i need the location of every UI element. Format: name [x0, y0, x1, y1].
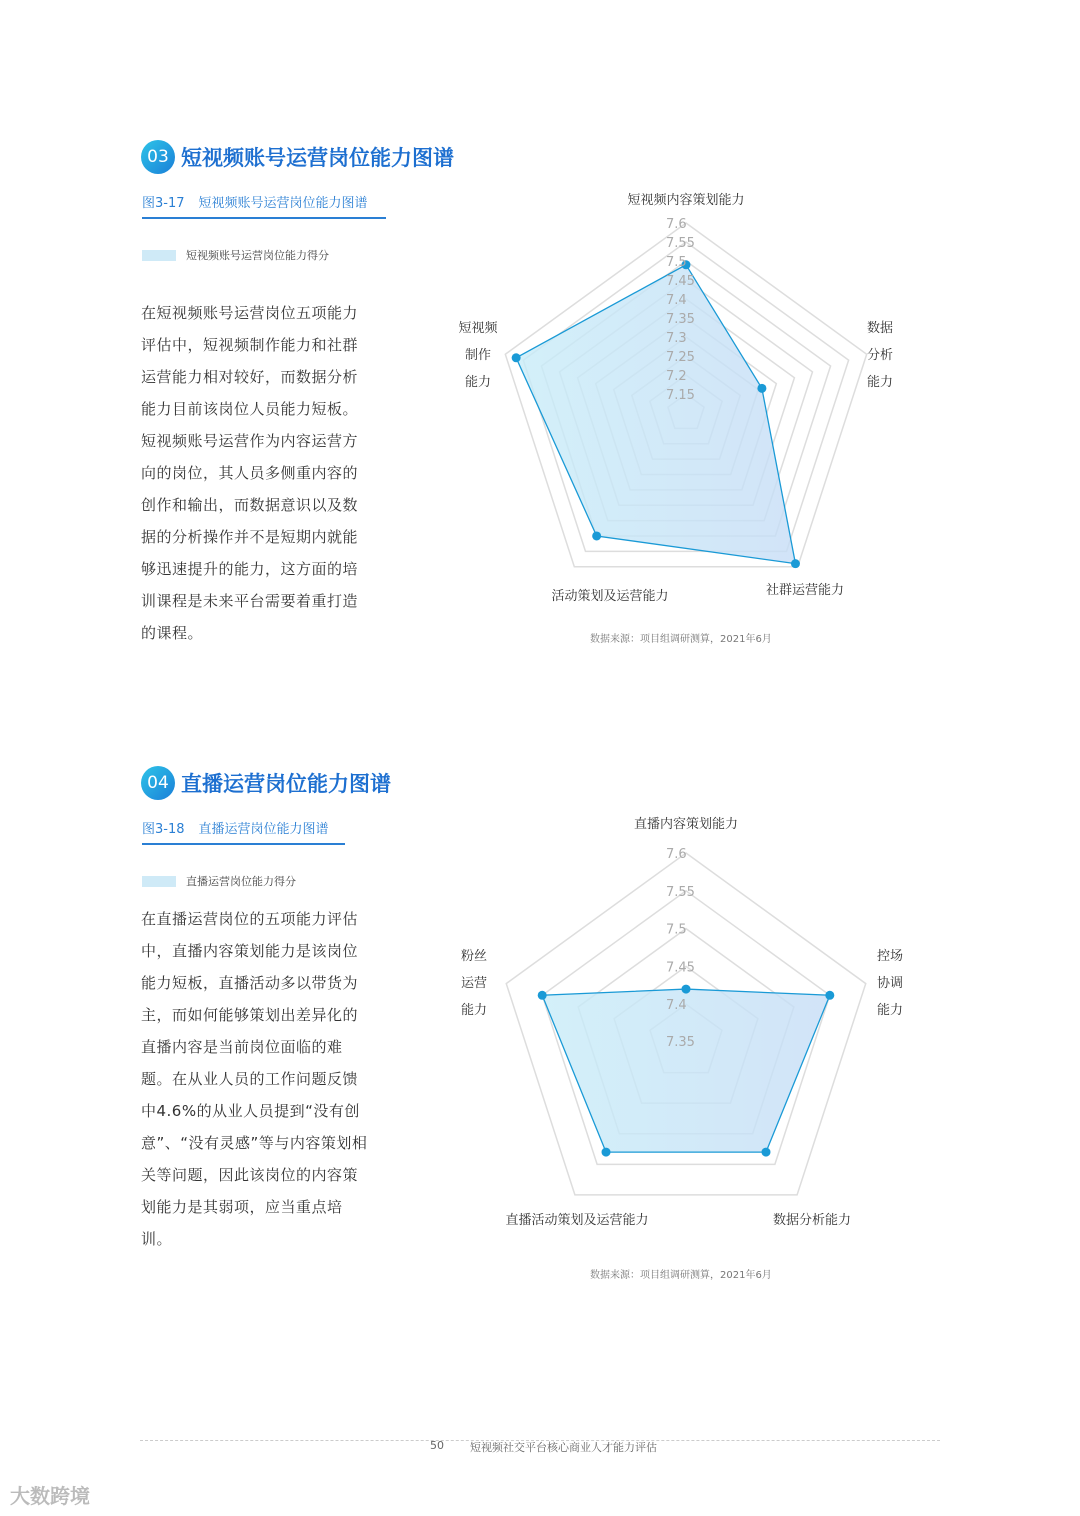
axis-label: 协调: [876, 976, 904, 991]
figure-caption: [142, 818, 345, 845]
axis-label: 分析: [866, 348, 894, 363]
section-title: 短视频账号运营岗位能力图谱: [181, 146, 454, 170]
tick-label: 7.35: [666, 1035, 695, 1050]
tick-label: 7.3: [666, 331, 687, 346]
body-text: 在直播运营岗位的五项能力评估中，直播内容策划能力是该岗位能力短板，直播活动多以带货为主，而如何能够策划出差异化的直播内容是当前岗位面临的难题。在从业人员的工作问题反馈中4.6%的从业人员提到“没有创意”、“没有灵感”等与内容策划相关等问题，因此该岗位的内容策划能力是其弱项，应当重点培训。: [141, 910, 368, 1248]
section-header-04: [141, 766, 391, 800]
axis-label: 运营: [460, 976, 488, 991]
tick-label: 7.35: [666, 312, 695, 327]
axis-label: 短视频内容策划能力: [627, 193, 745, 208]
data-point: [512, 353, 521, 362]
axis-label: 控场: [876, 949, 904, 964]
tick-label: 7.45: [666, 274, 695, 289]
data-source: 数据来源：项目组调研测算，2021年6月: [590, 1270, 772, 1281]
axis-label: 能力: [460, 1003, 488, 1018]
axis-label: 活动策划及运营能力: [551, 589, 669, 604]
axis-label: 制作: [464, 348, 492, 363]
axis-label: 数据: [866, 321, 894, 336]
tick-label: 7.55: [666, 236, 695, 251]
section-number-badge: 04: [141, 766, 175, 800]
axis-label: 能力: [876, 1003, 904, 1018]
tick-label: 7.55: [666, 884, 695, 900]
chart-legend: [142, 247, 329, 263]
data-point: [791, 559, 800, 568]
axis-label: 社群运营能力: [765, 583, 845, 598]
axis-label: 能力: [866, 375, 894, 390]
data-point: [538, 991, 547, 1000]
tick-label: 7.5: [666, 255, 687, 270]
figure-title: 直播运营岗位能力图谱: [198, 822, 329, 837]
legend-swatch: [142, 250, 176, 261]
tick-label: 7.6: [666, 217, 687, 232]
watermark-logo: 大数跨境: [10, 1484, 90, 1508]
legend-label: 短视频账号运营岗位能力得分: [186, 249, 329, 262]
data-point: [761, 1148, 770, 1157]
section-title: 直播运营岗位能力图谱: [181, 772, 391, 796]
figure-number: 图3-17: [142, 196, 185, 211]
data-source: 数据来源：项目组调研测算，2021年6月: [590, 634, 772, 645]
axis-label: 短视频: [458, 321, 498, 336]
section-header-03: [141, 140, 454, 174]
figure-number: 图3-18: [142, 822, 185, 837]
axis-label: 直播活动策划及运营能力: [505, 1213, 649, 1228]
tick-label: 7.15: [666, 388, 695, 403]
tick-label: 7.6: [666, 847, 687, 862]
figure-title: 短视频账号运营岗位能力图谱: [198, 196, 368, 211]
tick-label: 7.25: [666, 350, 695, 365]
legend-label: 直播运营岗位能力得分: [186, 875, 296, 888]
data-point: [592, 531, 601, 540]
tick-label: 7.4: [666, 998, 687, 1014]
figure-caption: [142, 192, 386, 219]
axis-label: 直播内容策划能力: [633, 817, 739, 832]
axis-label: 数据分析能力: [772, 1213, 852, 1228]
axis-label: 能力: [464, 375, 492, 390]
data-point: [757, 384, 766, 393]
footer-title: 短视频社交平台核心商业人才能力评估: [470, 1441, 657, 1454]
body-text: 在短视频账号运营岗位五项能力评估中，短视频制作能力和社群运营能力相对较好，而数据分析能力目前该岗位人员能力短板。短视频账号运营作为内容运营方向的岗位，其人员多侧重内容的创作和输出，而数据意识以及数据的分析操作并不是短期内就能够迅速提升的能力，这方面的培训课程是未来平台需要着重打造的课程。: [141, 304, 359, 642]
data-point: [602, 1148, 611, 1157]
legend-swatch: [142, 876, 176, 887]
axis-label: 粉丝: [460, 949, 488, 964]
page-number: 50: [430, 1439, 444, 1452]
tick-label: 7.2: [666, 369, 687, 384]
tick-label: 7.4: [666, 293, 687, 308]
data-point: [682, 985, 691, 994]
tick-label: 7.5: [666, 922, 687, 938]
chart-legend: [142, 873, 296, 889]
section-number-badge: 03: [141, 140, 175, 174]
radar-chart-short-video: [440, 180, 920, 620]
data-point: [825, 991, 834, 1000]
page-footer: [140, 1439, 940, 1454]
radar-chart-live-stream: [440, 810, 920, 1250]
tick-label: 7.45: [666, 960, 695, 976]
